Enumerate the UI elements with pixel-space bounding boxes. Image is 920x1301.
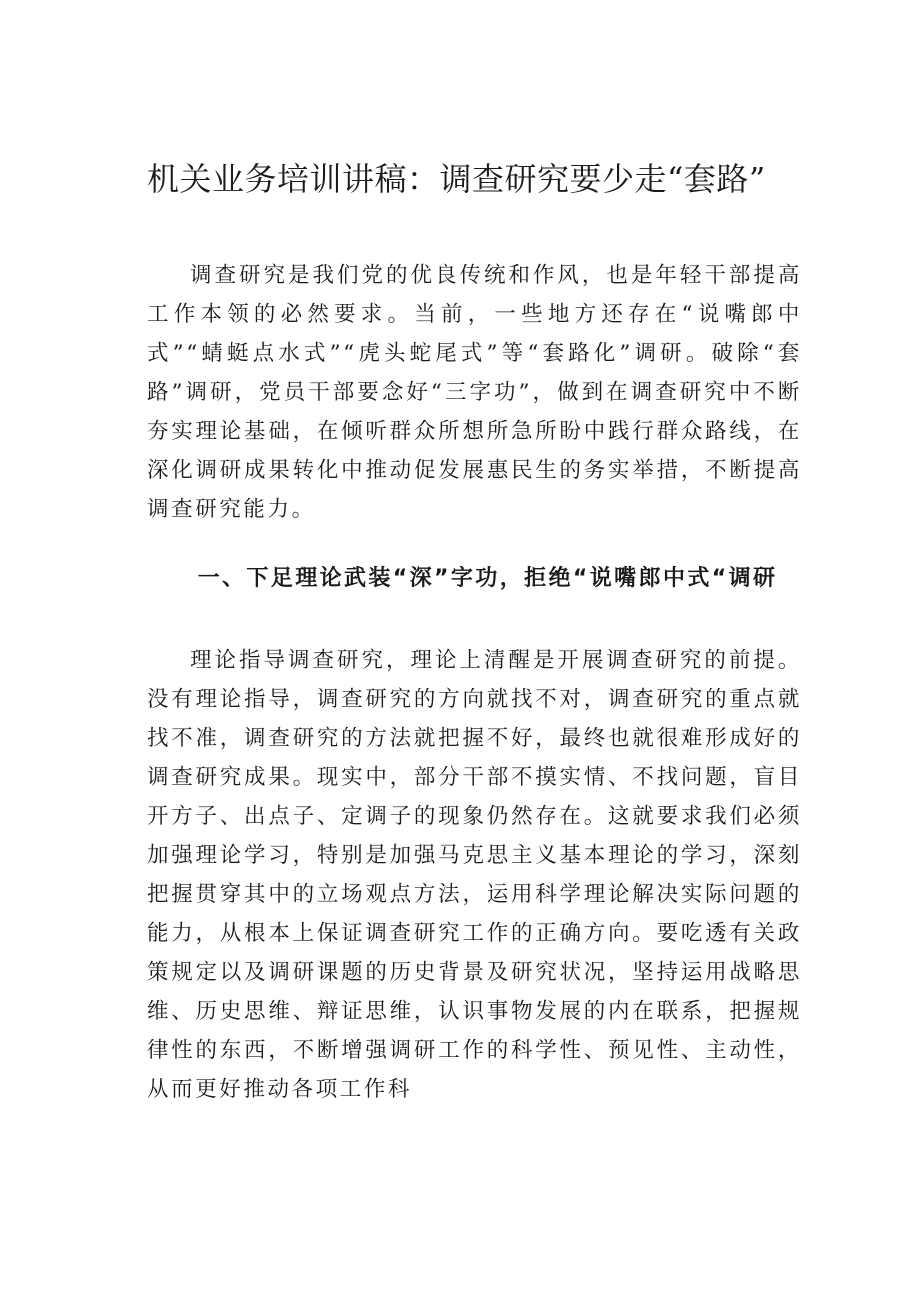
section-heading-1: 一、下足理论武装“深”字功，拒绝“说嘴郎中式“调研 (197, 566, 778, 591)
document-title: 机关业务培训讲稿：调查研究要少走“套路” (147, 160, 766, 198)
section-1-paragraph: 理论指导调查研究，理论上清醒是开展调查研究的前提。没有理论指导，调查研究的方向就找不对，调查研究的重点就找不准，调查研究的方法就把握不好，最终也就很难形成好的调查研究成果。现实中，部分干部不摸实情、不找问题，盲目开方子、出点子、定调子的现象仍然存在。这就要求我们必须加强理论学习，特别是加强马克思主义基本理论的学习，深刻把握贯穿其中的立场观点方法，运用科学理论解决实际问题的能力，从根本上保证调查研究工作的正确方向。要吃透有关政策规定以及调研课题的历史背景及研究状况，坚持运用战略思维、历史思维、辩证思维，认识事物发展的内在联系，把握规律性的东西，不断增强调研工作的科学性、预见性、主动性，从而更好推动各项工作科 (147, 648, 802, 1102)
intro-paragraph: 调查研究是我们党的优良传统和作风，也是年轻干部提高工作本领的必然要求。当前，一些地方还存在“说嘴郎中式”“蜻蜓点水式”“虎头蛇尾式”等“套路化”调研。破除“套路”调研，党员干部要念好“三字功”，做到在调查研究中不断夯实理论基础，在倾听群众所想所急所盼中践行群众路线，在深化调研成果转化中推动促发展惠民生的务实举措，不断提高调查研究能力。 (147, 263, 802, 522)
